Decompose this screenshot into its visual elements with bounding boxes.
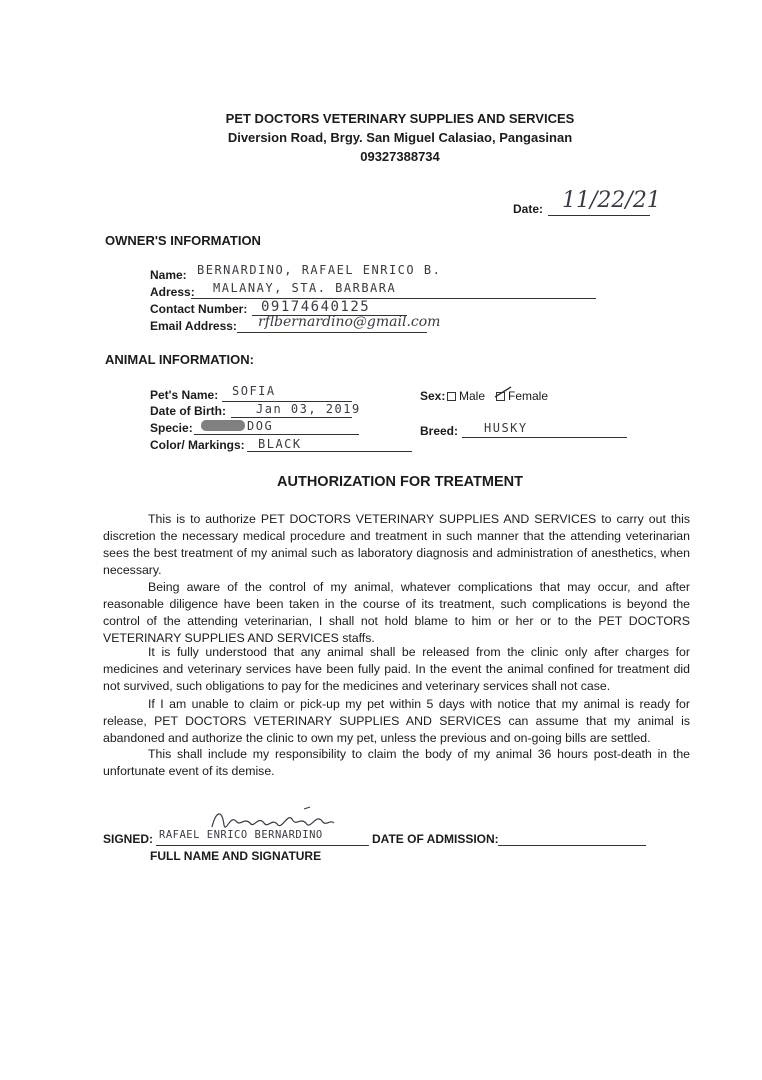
specie-value: DOG	[247, 419, 274, 433]
dob-value: Jan 03, 2019	[256, 402, 361, 416]
auth-paragraph-5: This shall include my responsibility to claim the body of my animal 36 hours post-death in the unfortunate event of its demise.	[103, 747, 690, 778]
breed-label: Breed:	[420, 424, 459, 438]
signed-line	[156, 845, 369, 846]
breed-value: HUSKY	[484, 421, 528, 435]
dob-line	[231, 417, 352, 418]
specie-scribble	[201, 420, 245, 431]
dob-label: Date of Birth:	[150, 404, 226, 418]
auth-paragraph-1: This is to authorize PET DOCTORS VETERINARY SUPPLIES AND SERVICES to carry out this discretion the necessary medical procedure and treatment in such manner that the attending veterinarian sees the best treatment of my animal such as laboratory diagnosis and administration of anesthetics, when necessary.	[103, 512, 690, 577]
owner-name-label: Name:	[150, 268, 187, 282]
date-of-admission-line[interactable]	[498, 845, 646, 846]
auth-paragraph-2: Being aware of the control of my animal, whatever complications that may occur, and after reasonable diligence have been taken in the course of its treatment, such complications is beyond the control of the attending veterinarian, I shall not hold blame to him or her or to the PET DOCTORS VETERINARY SUPPLIES AND SERVICES staffs.	[103, 580, 690, 645]
breed-line	[462, 437, 627, 438]
color-label: Color/ Markings:	[150, 438, 245, 452]
email-line	[237, 332, 427, 333]
signature-caption: FULL NAME AND SIGNATURE	[150, 849, 322, 863]
auth-paragraph-3: It is fully understood that any animal shall be released from the clinic only after charges for medicines and veterinary services have been fully paid. In the event the animal confined for treatment did not survived, such obligations to pay for the medicines and veterinary services shall not case.	[103, 645, 690, 693]
auth-paragraph-4: If I am unable to claim or pick-up my pet within 5 days with notice that my animal is ready for release, PET DOCTORS VETERINARY SUPPLIES AND SERVICES can assume that my animal is abandoned and authorize the clinic to own my pet, unless the previous and on-going bills are settled.	[103, 697, 690, 745]
specie-label: Specie:	[150, 421, 193, 435]
clinic-phone: 09327388734	[360, 149, 440, 164]
specie-line	[194, 434, 359, 435]
date-label: Date:	[513, 202, 544, 216]
contact-value: 09174640125	[261, 299, 371, 315]
date-of-admission-label: DATE OF ADMISSION:	[372, 832, 499, 846]
animal-heading: ANIMAL INFORMATION:	[105, 352, 254, 367]
signed-name: RAFAEL ENRICO BERNARDINO	[159, 829, 323, 841]
owner-heading: OWNER'S INFORMATION	[105, 233, 261, 248]
pet-name-value: SOFIA	[232, 384, 276, 398]
sex-label: Sex:	[420, 389, 446, 403]
email-value: rflbernardino@gmail.com	[258, 314, 441, 330]
date-value: 11/22/21	[562, 188, 661, 213]
male-label: Male	[459, 389, 486, 403]
email-label: Email Address:	[150, 319, 237, 333]
clinic-address: Diversion Road, Brgy. San Miguel Calasiao, Pangasinan	[227, 130, 573, 145]
color-value: BLACK	[258, 437, 302, 451]
owner-address-value: MALANAY, STA. BARBARA	[213, 281, 397, 295]
female-label: Female	[508, 389, 549, 403]
owner-address-line	[191, 298, 596, 299]
date-line	[548, 215, 650, 216]
owner-name-value: BERNARDINO, RAFAEL ENRICO B.	[197, 263, 442, 277]
color-line	[247, 451, 412, 452]
contact-label: Contact Number:	[150, 302, 248, 316]
authorization-title: AUTHORIZATION FOR TREATMENT	[277, 474, 523, 490]
owner-address-label: Adress:	[150, 285, 195, 299]
signed-label: SIGNED:	[103, 832, 154, 846]
male-checkbox[interactable]	[447, 392, 456, 401]
pet-name-label: Pet's Name:	[150, 388, 219, 402]
clinic-name: PET DOCTORS VETERINARY SUPPLIES AND SERVICES	[225, 111, 575, 126]
